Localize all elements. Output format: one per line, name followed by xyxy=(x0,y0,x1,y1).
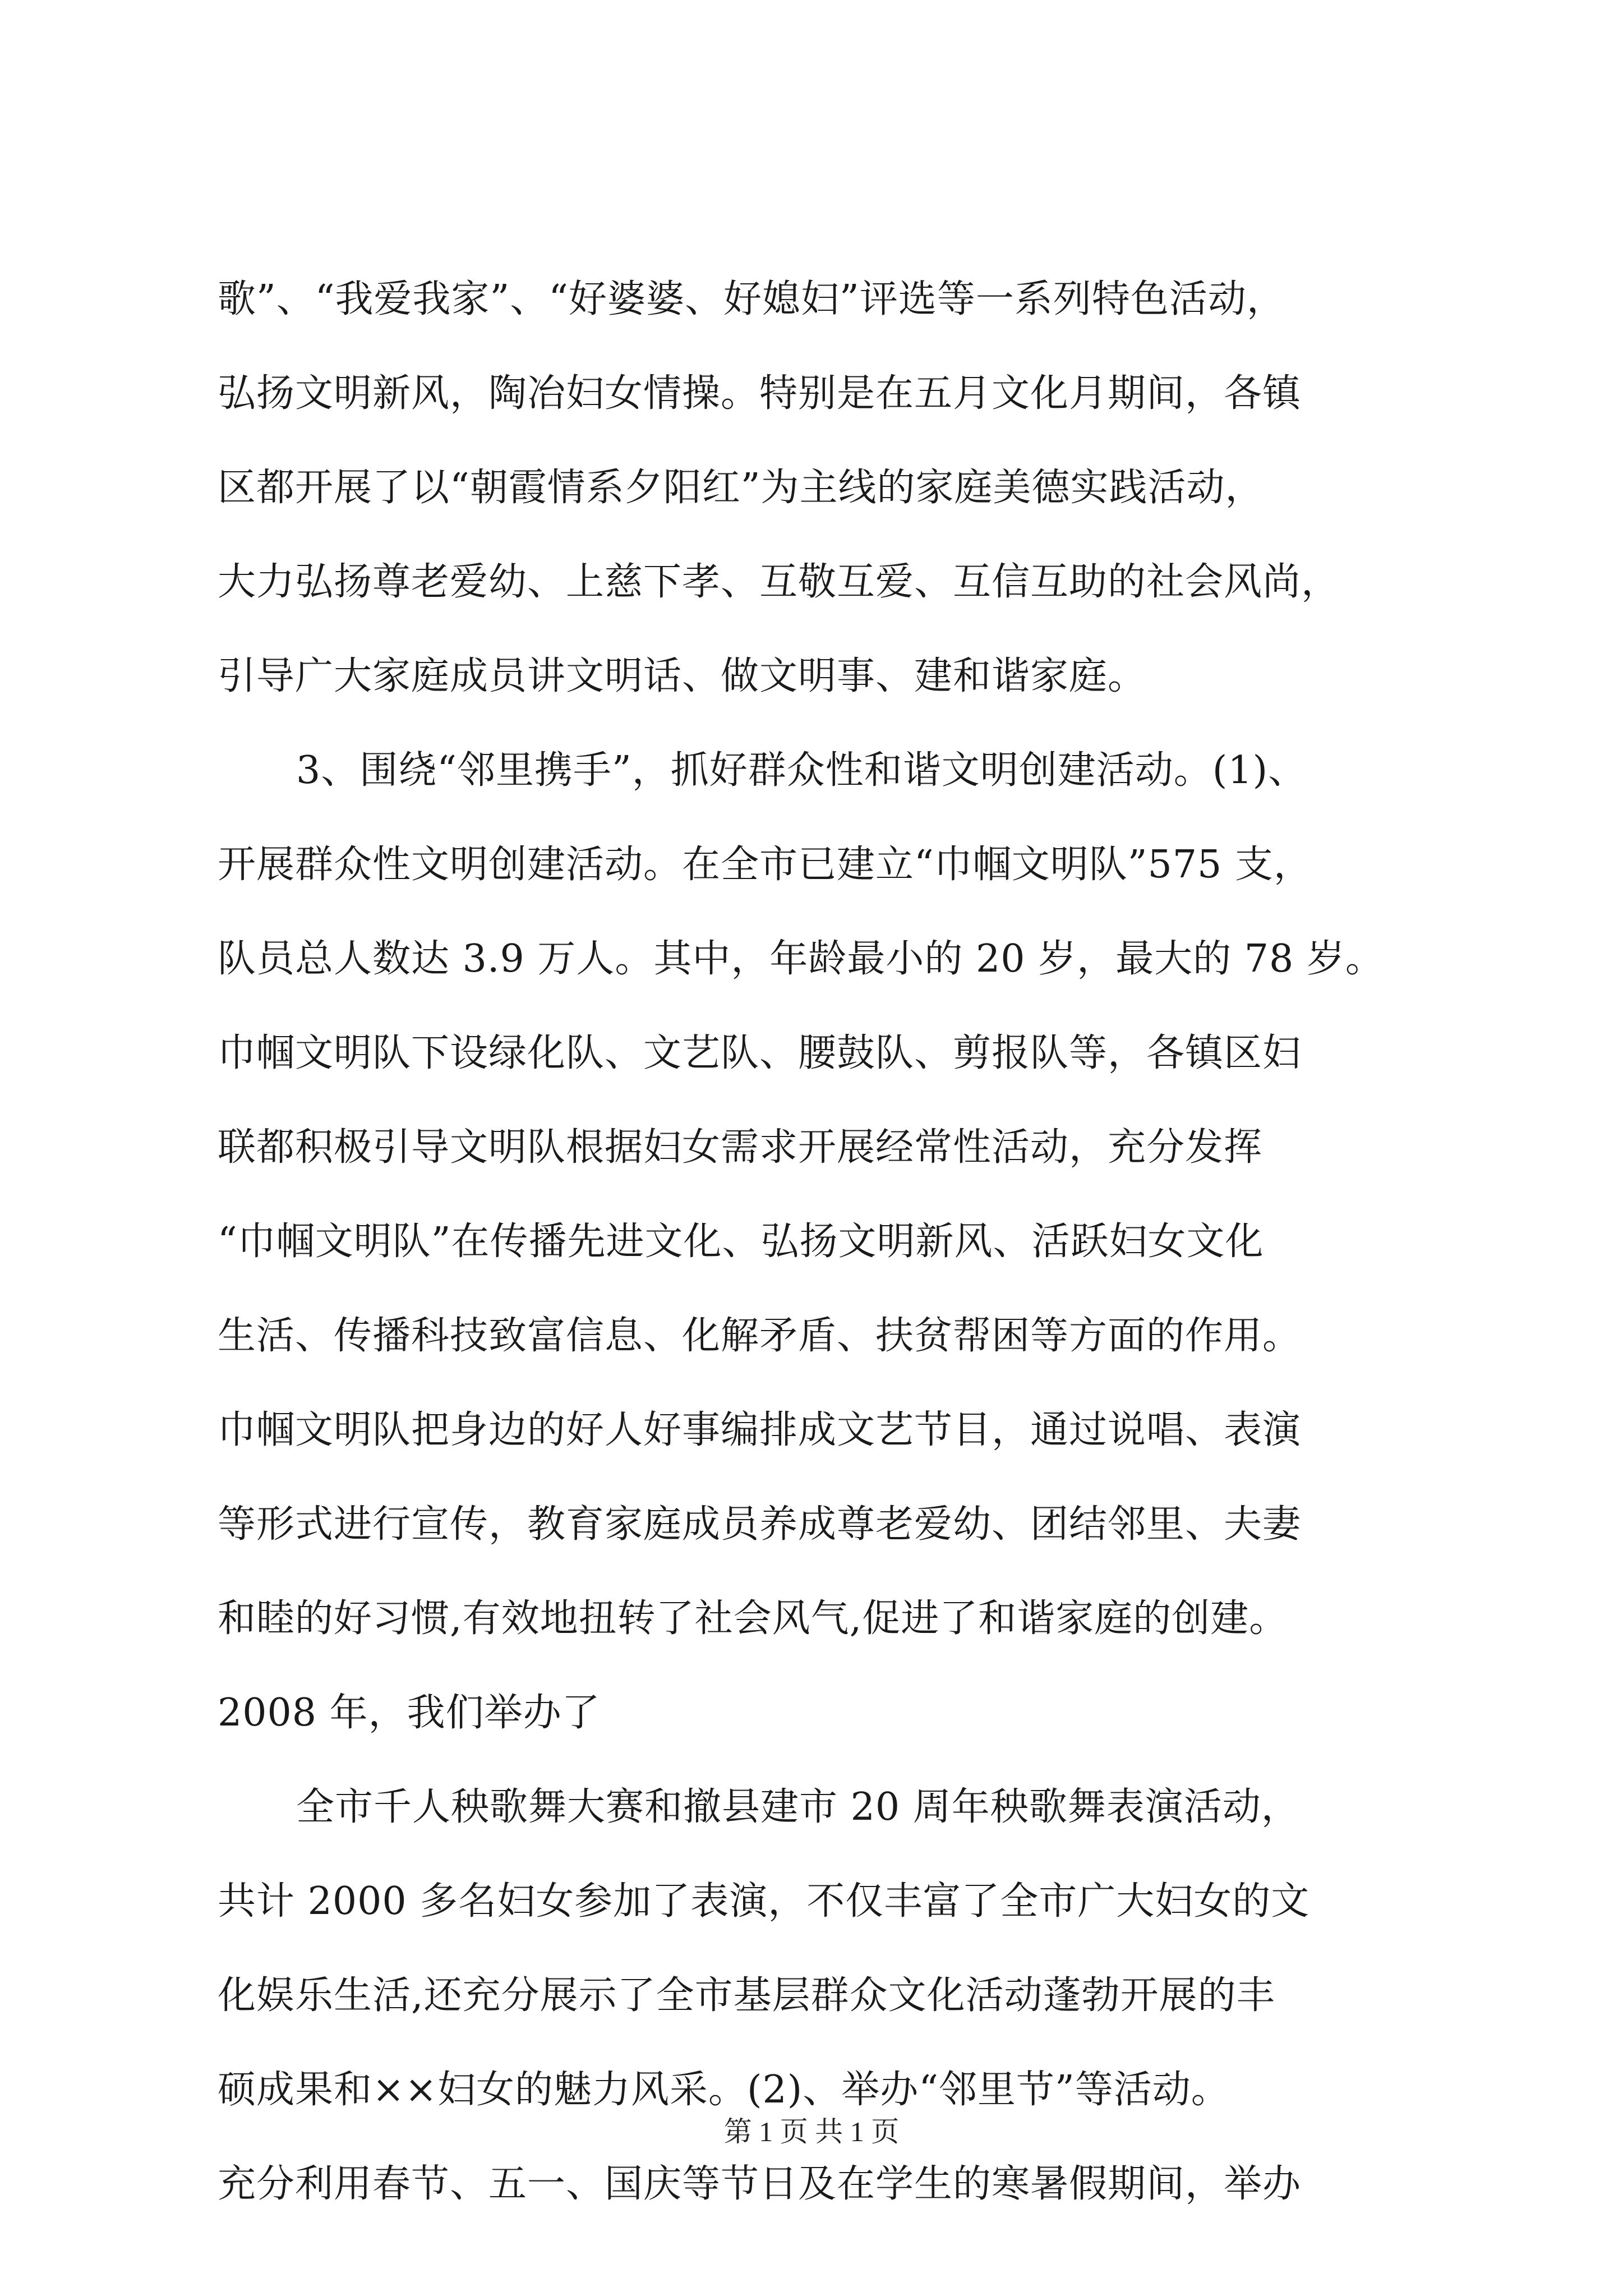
text-line: 大力弘扬尊老爱幼、上慈下孝、互敬互爱、互信互助的社会风尚， xyxy=(218,560,1340,604)
text-line: 共计 2000 多名妇女参加了表演，不仅丰富了全市广大妇女的文 xyxy=(218,1879,1310,1924)
text-line: 生活、传播科技致富信息、化解矛盾、扶贫帮困等方面的作用。 xyxy=(218,1314,1302,1358)
text-line: 联都积极引导文明队根据妇女需求开展经常性活动，充分发挥 xyxy=(218,1125,1263,1170)
text-line: 弘扬文明新风，陶冶妇女情操。特别是在五月文化月期间，各镇 xyxy=(218,371,1302,416)
text-line: 充分利用春节、五一、国庆等节日及在学生的寒暑假期间，举办 xyxy=(218,2162,1302,2206)
text-line: 和睦的好习惯,有效地扭转了社会风气,促进了和谐家庭的创建。 xyxy=(218,1596,1288,1641)
document-body xyxy=(218,252,1423,2231)
paragraph-start-line: 全市千人秧歌舞大赛和撤县建市 20 周年秧歌舞表演活动， xyxy=(296,1785,1300,1829)
paragraph-start-line: 3、围绕“邻里携手”，抓好群众性和谐文明创建活动。(1)、 xyxy=(296,748,1307,793)
text-line: 歌”、“我爱我家”、“好婆婆、好媳妇”评选等一系列特色活动， xyxy=(218,277,1285,321)
page-number-label: 第 1 页 共 1 页 xyxy=(723,2116,900,2147)
page-footer xyxy=(0,2109,1623,2154)
text-line: “巾帼文明队”在传播先进文化、弘扬文明新风、活跃妇女文化 xyxy=(218,1220,1264,1264)
text-line: 2008 年，我们举办了 xyxy=(218,1691,601,1735)
text-line: 开展群众性文明创建活动。在全市已建立“巾帼文明队”575 支， xyxy=(218,843,1312,887)
text-line: 区都开展了以“朝霞情系夕阳红”为主线的家庭美德实践活动， xyxy=(218,466,1264,510)
text-line: 硕成果和××妇女的魅力风采。(2)、举办“邻里节”等活动。 xyxy=(218,2068,1230,2112)
text-line: 等形式进行宣传，教育家庭成员养成尊老爱幼、团结邻里、夫妻 xyxy=(218,1502,1302,1547)
text-line: 化娱乐生活,还充分展示了全市基层群众文化活动蓬勃开展的丰 xyxy=(218,1973,1275,2018)
text-line: 队员总人数达 3.9 万人。其中，年龄最小的 20 岁，最大的 78 岁。 xyxy=(218,937,1384,981)
text-line: 巾帼文明队下设绿化队、文艺队、腰鼓队、剪报队等，各镇区妇 xyxy=(218,1031,1302,1075)
text-line: 巾帼文明队把身边的好人好事编排成文艺节目，通过说唱、表演 xyxy=(218,1408,1302,1452)
text-line: 引导广大家庭成员讲文明话、做文明事、建和谐家庭。 xyxy=(218,654,1147,698)
